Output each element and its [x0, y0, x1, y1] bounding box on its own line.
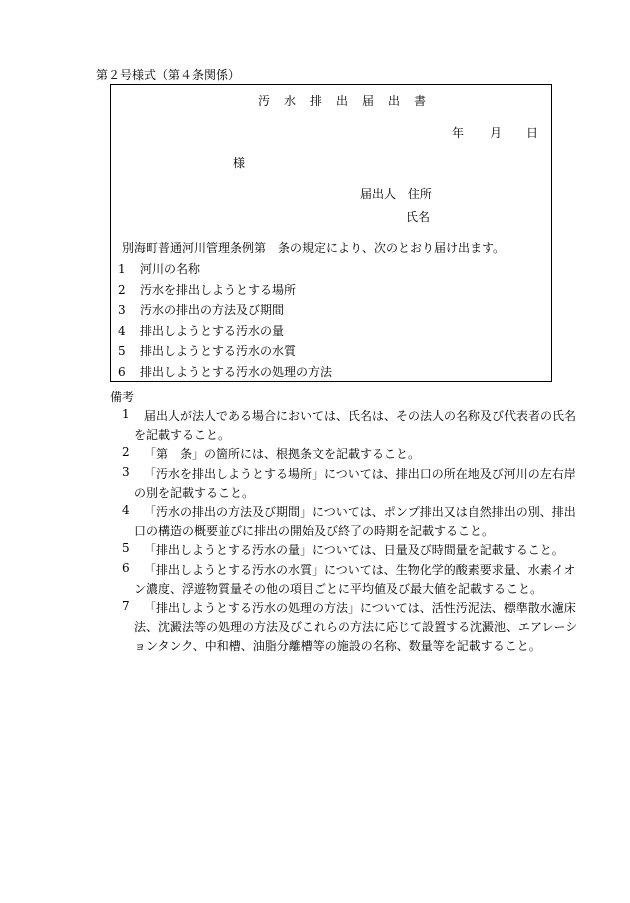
address-label: 住所: [407, 187, 432, 201]
item-number: 4: [118, 323, 126, 338]
addressee-suffix: 様: [233, 156, 246, 170]
form-label: 第２号様式（第４条関係）: [96, 68, 241, 82]
note-text-line: 「第 条」の箇所には、根拠条文を記載すること。: [144, 447, 421, 462]
item-text: 河川の名称: [140, 262, 201, 276]
note-text-line: 「排出しようとする汚水の処理の方法」については、活性汚泥法、標準散水濾床: [144, 601, 576, 615]
note-text-line: 「排出しようとする汚水の水質」については、生物化学的酸素要求量、水素イオ: [144, 562, 576, 577]
item-text: 汚水の排出の方法及び期間: [140, 303, 285, 317]
list-item: [118, 322, 284, 339]
date-year-label: 年: [452, 126, 465, 140]
note-number: 2: [122, 445, 130, 460]
note-text-line: 口の構造の概要並びに排出の開始及び終了の時期を記載すること。: [134, 524, 495, 539]
item-number: 3: [118, 303, 126, 317]
note-text-line: を記載すること。: [134, 428, 231, 443]
note-text-line: 「汚水を排出しようとする場所」については、排出口の所在地及び河川の左右岸: [144, 466, 576, 481]
date-month-label: 月: [490, 126, 503, 140]
date-day-label: 日: [526, 126, 539, 140]
item-text: 排出しようとする汚水の処理の方法: [140, 364, 333, 379]
item-text: 排出しようとする汚水の水質: [140, 344, 297, 358]
note-text-line: ン濃度、浮遊物質量その他の項目ごとに平均値及び最大値を記載すること。: [134, 581, 543, 596]
note-text-line: ョンタンク、中和槽、油脂分離槽等の施設の名称、数量等を記載すること。: [134, 639, 541, 654]
note-number: 5: [122, 541, 130, 556]
note-number: 3: [122, 464, 130, 479]
list-item: [118, 260, 200, 277]
note-text-line: 「汚水の排出の方法及び期間」については、ポンプ排出又は自然排出の別、排出: [144, 505, 576, 519]
item-number: 6: [118, 364, 126, 379]
note-number: 7: [122, 599, 130, 613]
note-number: 1: [122, 407, 130, 421]
note-text-line: の別を記載すること。: [134, 485, 255, 500]
name-label: 氏名: [406, 210, 431, 224]
list-item: [118, 363, 332, 380]
notes-heading: 備考: [110, 390, 135, 404]
list-item: [118, 281, 296, 298]
declaration-text: 別海町普通河川管理条例第 条の規定により、次のとおり届け出ます。: [122, 241, 506, 255]
note-number: 4: [122, 503, 130, 517]
item-number: 1: [118, 262, 126, 276]
item-text: 汚水を排出しようとする場所: [140, 282, 297, 297]
item-text: 排出しようとする汚水の量: [140, 323, 285, 338]
note-number: 6: [122, 560, 130, 575]
applicant-address-row: [360, 185, 432, 202]
applicant-label: 届出人: [360, 187, 397, 201]
list-item: [118, 342, 296, 359]
item-number: 2: [118, 282, 126, 297]
note-text-line: 届出人が法人である場合においては、氏名は、その法人の名称及び代表者の氏名: [144, 409, 577, 423]
item-number: 5: [118, 344, 126, 358]
note-text-line: 「排出しようとする汚水の量」については、日量及び時間量を記載すること。: [144, 543, 564, 558]
form-title: 汚水排出届出書: [258, 94, 441, 108]
note-text-line: 法、沈澱法等の処理の方法及びこれらの方法に応じて設置する沈澱池、エアレーシ: [134, 620, 578, 635]
list-item: [118, 301, 284, 318]
